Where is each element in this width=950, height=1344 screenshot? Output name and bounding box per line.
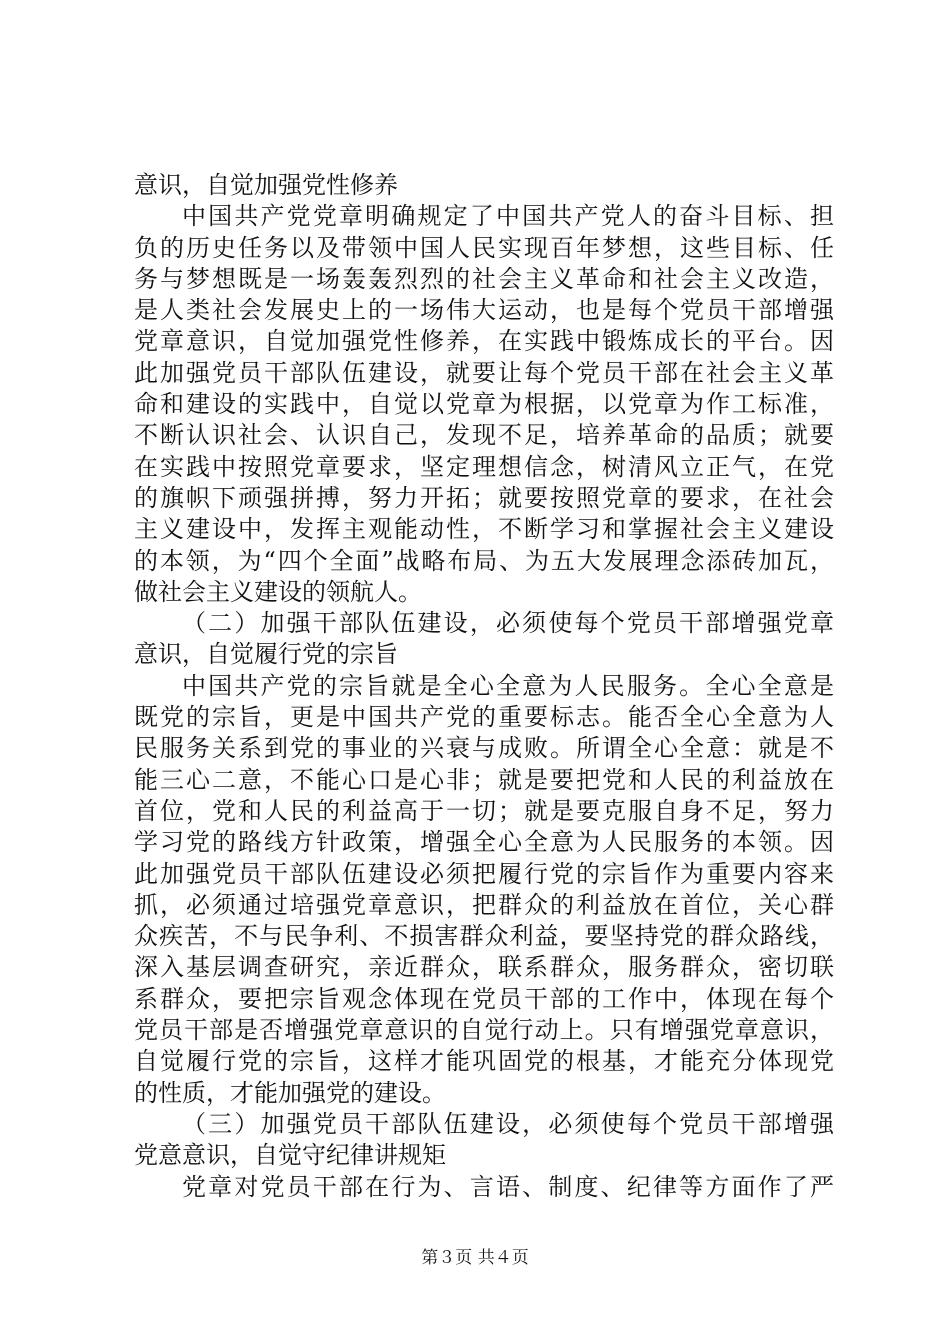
text-line: 中国共产党党章明确规定了中国共产党人的奋斗目标、担 xyxy=(182,202,834,231)
text-line: 党章意识，自觉加强党性修养，在实践中锻炼成长的平台。因 xyxy=(134,327,834,356)
text-line: 系群众，要把宗旨观念体现在党员干部的工作中，体现在每个 xyxy=(134,984,834,1013)
text-line: 此加强党员干部队伍建设，就要让每个党员干部在社会主义革 xyxy=(134,358,834,387)
text-line: 意识，自觉加强党性修养 xyxy=(134,171,398,199)
text-line: 是人类社会发展史上的一场伟大运动，也是每个党员干部增强 xyxy=(134,296,834,325)
text-line: 能三心二意，不能心口是心非；就是要把党和人民的利益放在 xyxy=(134,765,834,794)
text-line: （三）加强党员干部队伍建设，必须使每个党员干部增强 xyxy=(182,1109,834,1138)
text-line: 中国共产党的宗旨就是全心全意为人民服务。全心全意是 xyxy=(182,671,834,700)
text-line: 民服务关系到党的事业的兴衰与成败。所谓全心全意：就是不 xyxy=(134,734,834,763)
text-line: 在实践中按照党章要求，坚定理想信念，树清风立正气，在党 xyxy=(134,452,834,481)
text-line: 意识，自觉履行党的宗旨 xyxy=(134,640,398,669)
text-line: 党员干部是否增强党章意识的自觉行动上。只有增强党章意识， xyxy=(134,1016,834,1045)
text-line: 务与梦想既是一场轰轰烈烈的社会主义革命和社会主义改造， xyxy=(134,264,834,293)
text-line: 抓，必须通过培强党章意识，把群众的利益放在首位，关心群 xyxy=(134,890,834,919)
text-line: 不断认识社会、认识自己，发现不足，培养革命的品质；就要 xyxy=(134,421,834,450)
text-line: 深入基层调查研究，亲近群众，联系群众，服务群众，密切联 xyxy=(134,953,834,982)
document-body xyxy=(134,170,834,1203)
text-line: 首位，党和人民的利益高于一切；就是要克服自身不足，努力 xyxy=(134,796,834,825)
text-line: 的性质，才能加强党的建设。 xyxy=(134,1078,446,1107)
text-line: 做社会主义建设的领航人。 xyxy=(134,577,422,606)
text-line: 主义建设中，发挥主观能动性，不断学习和掌握社会主义建设 xyxy=(134,515,834,544)
text-line: 众疾苦，不与民争利、不损害群众利益，要坚持党的群众路线， xyxy=(134,922,834,951)
text-line: 党意意识，自觉守纪律讲规矩 xyxy=(134,1141,446,1170)
text-line: 自觉履行党的宗旨，这样才能巩固党的根基，才能充分体现党 xyxy=(134,1047,834,1076)
text-line: （二）加强干部队伍建设，必须使每个党员干部增强党章 xyxy=(182,609,834,638)
text-line: 此加强党员干部队伍建设必须把履行党的宗旨作为重要内容来 xyxy=(134,859,834,888)
text-line: 既党的宗旨，更是中国共产党的重要标志。能否全心全意为人 xyxy=(134,703,834,732)
text-line: 学习党的路线方针政策，增强全心全意为人民服务的本领。因 xyxy=(134,828,834,857)
text-line: 命和建设的实践中，自觉以党章为根据，以党章为作工标准， xyxy=(134,390,834,419)
text-line: 党章对党员干部在行为、言语、制度、纪律等方面作了严 xyxy=(182,1172,834,1201)
page-footer: 第３页 共４页 xyxy=(421,1248,529,1268)
text-line: 负的历史任务以及带领中国人民实现百年梦想，这些目标、任 xyxy=(134,233,834,262)
text-line: 的本领，为“四个全面”战略布局、为五大发展理念添砖加瓦， xyxy=(134,546,834,575)
text-line: 的旗帜下顽强拼搏，努力开拓；就要按照党章的要求，在社会 xyxy=(134,483,834,512)
